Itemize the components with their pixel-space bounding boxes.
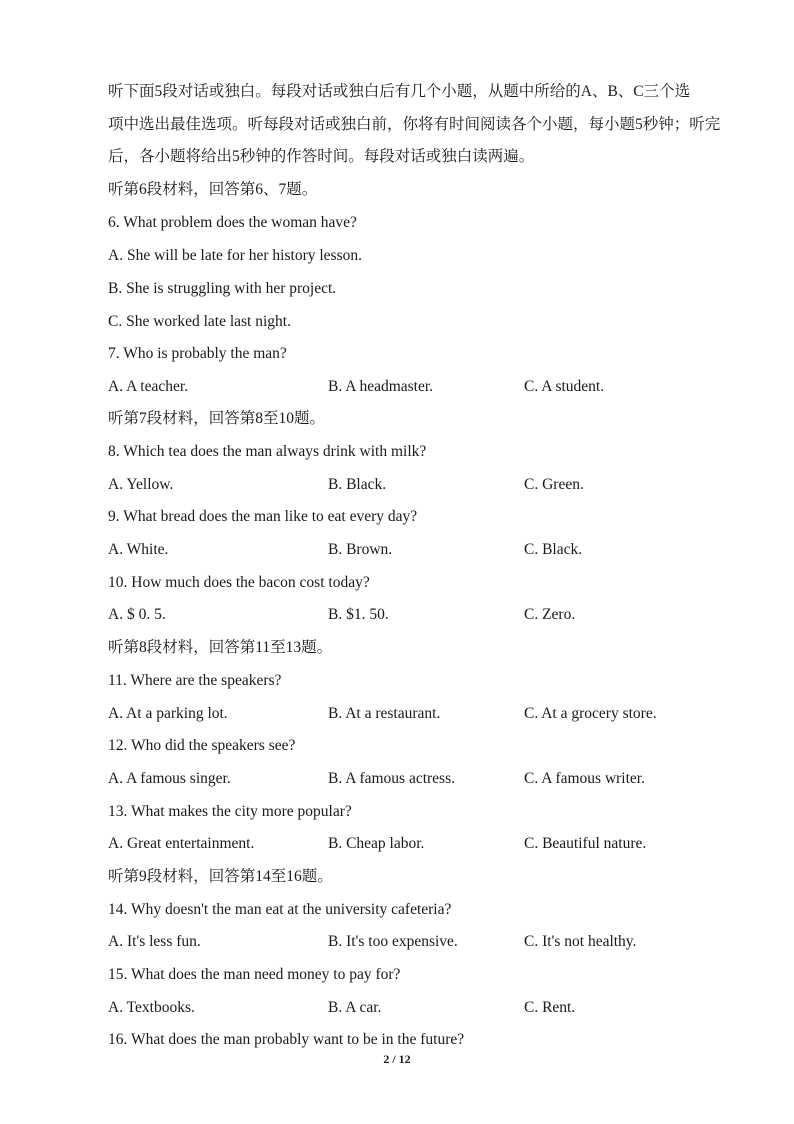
question-13-option-c: C. Beautiful nature. xyxy=(524,835,647,852)
question-11-option-a: A. At a parking lot. xyxy=(108,705,228,722)
question-9-option-b: B. Brown. xyxy=(328,541,393,558)
question-15-stem: 15. What does the man need money to pay for? xyxy=(108,966,401,983)
question-9-option-a: A. White. xyxy=(108,541,169,558)
intro-line-2: 项中选出最佳选项。听每段对话或独白前，你将有时间阅读各个小题，每小题5秒钟；听完 xyxy=(108,116,721,133)
question-15-option-c: C. Rent. xyxy=(524,999,576,1016)
question-7-option-a: A. A teacher. xyxy=(108,378,189,395)
question-11-option-b: B. At a restaurant. xyxy=(328,705,441,722)
question-12-option-b: B. A famous actress. xyxy=(328,770,455,787)
question-11-option-c: C. At a grocery store. xyxy=(524,705,657,722)
question-12-stem: 12. Who did the speakers see? xyxy=(108,737,296,754)
section-heading-6: 听第6段材料，回答第6、7题。 xyxy=(108,181,318,198)
question-7-stem: 7. Who is probably the man? xyxy=(108,345,287,362)
question-10-option-a: A. $ 0. 5. xyxy=(108,606,166,623)
question-7-option-c: C. A student. xyxy=(524,378,605,395)
question-16-stem: 16. What does the man probably want to be in the future? xyxy=(108,1031,465,1048)
section-heading-8: 听第8段材料，回答第11至13题。 xyxy=(108,639,333,656)
question-8-option-a: A. Yellow. xyxy=(108,476,174,493)
question-12-option-c: C. A famous writer. xyxy=(524,770,645,787)
page-number: 2 / 12 xyxy=(383,1052,411,1066)
question-6-stem: 6. What problem does the woman have? xyxy=(108,214,357,231)
question-14-option-a: A. It's less fun. xyxy=(108,933,201,950)
intro-line-3: 后，各小题将给出5秒钟的作答时间。每段对话或独白读两遍。 xyxy=(108,148,535,165)
question-8-option-c: C. Green. xyxy=(524,476,584,493)
question-6-option-b: B. She is struggling with her project. xyxy=(108,280,337,297)
question-13-option-b: B. Cheap labor. xyxy=(328,835,425,852)
question-7-option-b: B. A headmaster. xyxy=(328,378,434,395)
question-14-option-c: C. It's not healthy. xyxy=(524,933,637,950)
section-heading-9: 听第9段材料，回答第14至16题。 xyxy=(108,868,333,885)
question-10-option-c: C. Zero. xyxy=(524,606,576,623)
question-6-option-c: C. She worked late last night. xyxy=(108,313,291,330)
question-14-option-b: B. It's too expensive. xyxy=(328,933,458,950)
question-15-option-a: A. Textbooks. xyxy=(108,999,195,1016)
question-10-stem: 10. How much does the bacon cost today? xyxy=(108,574,370,591)
question-6-option-a: A. She will be late for her history lesson. xyxy=(108,247,362,264)
question-9-option-c: C. Black. xyxy=(524,541,583,558)
question-8-option-b: B. Black. xyxy=(328,476,387,493)
question-11-stem: 11. Where are the speakers? xyxy=(108,672,282,689)
question-13-stem: 13. What makes the city more popular? xyxy=(108,803,352,820)
question-15-option-b: B. A car. xyxy=(328,999,382,1016)
question-12-option-a: A. A famous singer. xyxy=(108,770,231,787)
question-8-stem: 8. Which tea does the man always drink with milk? xyxy=(108,443,427,460)
section-heading-7: 听第7段材料，回答第8至10题。 xyxy=(108,410,326,427)
question-10-option-b: B. $1. 50. xyxy=(328,606,389,623)
question-13-option-a: A. Great entertainment. xyxy=(108,835,255,852)
question-14-stem: 14. Why doesn't the man eat at the university cafeteria? xyxy=(108,901,452,918)
question-9-stem: 9. What bread does the man like to eat every day? xyxy=(108,508,418,525)
intro-line-1: 听下面5段对话或独白。每段对话或独白后有几个小题，从题中所给的A、B、C三个选 xyxy=(108,83,691,100)
